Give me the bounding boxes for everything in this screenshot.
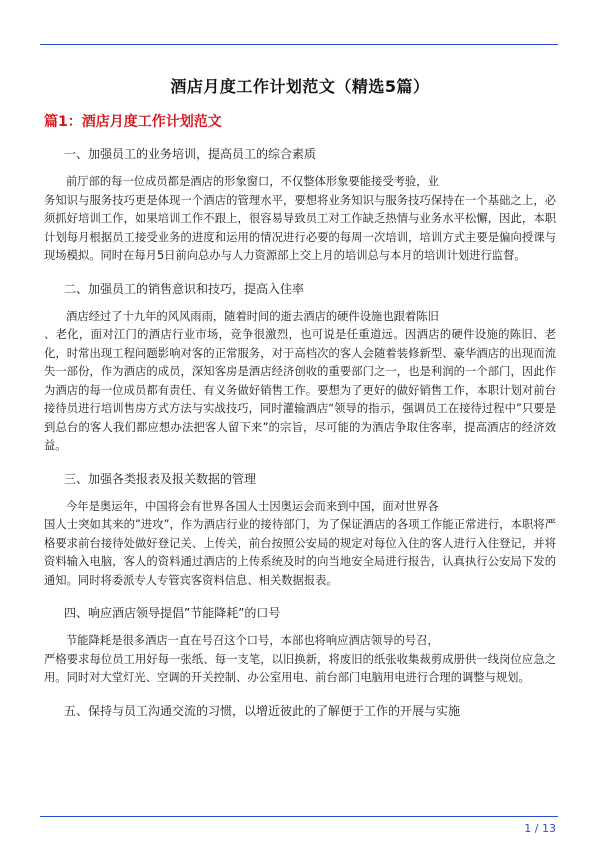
document-title: 酒店月度工作计划范文（精选5篇） <box>170 77 430 96</box>
paragraph-line: 今年是奥运年，中国将会有世界各国人士因奥运会而来到中国，面对世界各 <box>66 499 439 513</box>
section-paragraph <box>44 173 556 266</box>
document-body <box>44 74 556 730</box>
section-1 <box>44 145 556 266</box>
paragraph-line: 严格要求每位员工用好每一张纸、每一支笔，以旧换新，将废旧的纸张收集裁剪成册供一线岗位应急之用。同时对大堂灯光、空调的开关控制、办公室用电、前台部门电脑用电进行合理的调整与规划。 <box>44 652 556 684</box>
section-5 <box>44 702 556 720</box>
section-heading: 二、加强员工的销售意识和技巧，提高入住率 <box>64 281 305 296</box>
section-paragraph <box>44 308 556 456</box>
paragraph-line: 酒店经过了十九年的风风雨雨，随着时间的逝去酒店的硬件设施也跟着陈旧 <box>66 309 439 323</box>
section-3 <box>44 470 556 591</box>
paragraph-line: 前厅部的每一位成员都是酒店的形象窗口，不仅整体形象要能接受考验，业 <box>66 175 439 188</box>
article-title: 篇1：酒店月度工作计划范文 <box>44 114 222 130</box>
section-2 <box>44 280 556 456</box>
page-indicator: 1 / 13 <box>524 822 556 835</box>
paragraph-line: 务知识与服务技巧更是体现一个酒店的管理水平，要想将业务知识与服务技巧保持在一个基础之上，必须抓好培训工作，如果培训工作不跟上，很容易导致员工对工作缺乏热情与业务水平松懈，因此，本职计划每月根据员工接受业务的进度和运用的情况进行必要的每周一次培训，培训方式主要是偏向授课与现场模拟。同时在每月5日前向总办与人力资源部上交上月的培训总与本月的培训计划进行监督。 <box>44 193 556 262</box>
section-heading: 四、响应酒店领导提倡”节能降耗”的口号 <box>64 606 281 620</box>
header-rule <box>40 44 558 45</box>
paragraph-line: 节能降耗是很多酒店一直在号召这个口号，本部也将响应酒店领导的号召， <box>66 634 439 647</box>
section-paragraph <box>44 498 556 591</box>
section-heading: 五、保持与员工沟通交流的习惯，以增近彼此的了解便于工作的开展与实施 <box>64 703 461 718</box>
section-4 <box>44 604 556 688</box>
footer-rule <box>40 816 558 817</box>
section-paragraph <box>44 632 556 688</box>
paragraph-line: 国人士突如其来的”进攻”，作为酒店行业的接待部门，为了保证酒店的各项工作能正常进行，本职将严格要求前台接待处做好登记关、上传关，前台按照公安局的规定对每位入住的客人进行入住登记，并将资料输入电脑，客人的资料通过酒店的上传系统及时的向当地安全局进行报告，认真执行公安局下发的通知。同时将委派专人专管宾客资料信息、相关数据报表。 <box>44 518 556 587</box>
section-heading: 一、加强员工的业务培训，提高员工的综合素质 <box>64 147 317 161</box>
section-heading: 三、加强各类报表及报关数据的管理 <box>64 471 257 486</box>
paragraph-line: 、老化，面对江门的酒店行业市场，竞争很激烈，也可说是任重道远。因酒店的硬件设施的陈旧、老化，时常出现工程问题影响对客的正常服务，对于高档次的客人会随着装修新型、豪华酒店的出现而流失一部份，作为酒店的成员，深知客房是酒店经济创收的重要部门之一，也是利润的一个部门，因此作为酒店的每一位成员都有责任、有义务做好销售工作。要想为了更好的做好销售工作，本职计划对前台接待员进行培训售房方式方法与实战技巧，同时灌输酒店“领导的指示，强调员工在接待过程中”只要是到总台的客人我们都应想办法把客人留下来”的宗旨，尽可能的为酒店争取住客率，提高酒店的经济效益。 <box>44 328 556 452</box>
